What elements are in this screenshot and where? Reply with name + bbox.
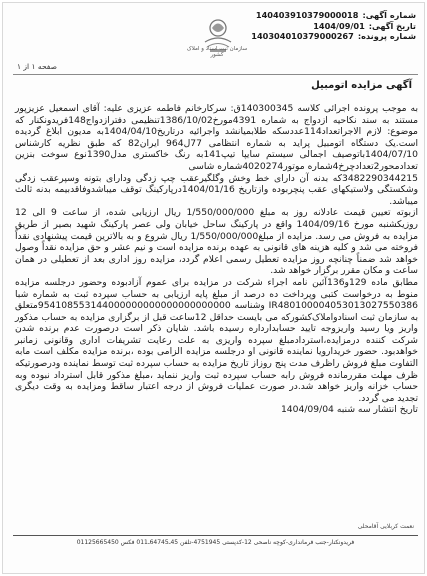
document-title: آگهی مزایده اتومبیل <box>311 80 412 91</box>
body-paragraph-case: به موجب پرونده اجرائی کلاسه 140300345ق: سرکارخانم فاطمه عزیزی علیه: آقای اسمعیل عزیزپور مستند به سند نکاحیه ازدواج به شماره 4391مورخ1386/10/02تنظیمی دفترازدواج148فریدونکنار که موضوع: لازم الاجراتعداد114عددسکه طلابمیانشد واجرائیه درتاریخ1404/04/10به مدیون ابلاغ گردیده است.یک دستگاه اتومبیل پراید به شماره انتظامی 77ل964 ایران82 که طبق نظریه کارشناس 1404/07/10باتوصیف اجمالی سیستم سایپا تیپ141به رنگ خاکستری مدل1390نوع سوخت بنزین تعدادمحور2تعدادچرخ4شماره موتور4020274شماره شاسی <box>15 103 419 172</box>
ad-number-row <box>231 10 416 21</box>
document-page <box>2 2 425 574</box>
footer-divider <box>13 535 418 536</box>
emblem-caption: سازمان ثبت اسناد و املاک کشور <box>186 46 248 58</box>
case-number-row <box>231 31 416 42</box>
case-number-label: شماره پرونده: <box>357 31 416 41</box>
ad-date-row <box>231 21 416 32</box>
page-counter: صفحه ۱ از ۱ <box>17 62 57 71</box>
body-paragraph-publish-date: تاریخ انتشار سه شنبه 1404/09/04 <box>280 404 418 416</box>
footer-signer: نعمت کربلایی آقامحلی <box>357 523 414 530</box>
ad-date-label: تاریخ آگهی: <box>368 20 416 31</box>
ad-number-value: 140403910379000018 <box>255 10 359 20</box>
case-number-value: 140304010379000267 <box>251 31 354 41</box>
document-body <box>15 103 418 416</box>
body-paragraph-auction: ازبوته تعیین قیمت عادلانه روز به مبلغ 1/550/000/000 ریال ارزیابی شده، از ساعت 9 الی 12 روزیکشنبه مورخ 1404/09/16 واقع در پارکینگ ساحل خیابان ولی عصر پارکینگ شهید بصیر از طریق مزایده به فروش می رسد. مزایده از مبلغ1/550/000/000 ریال شروع و به بالاترین قیمت پیشنهادی نقداً فروخته می شد و کلیه هزینه های قانونی به عهده برنده مزایده است و نیم عشر و حق مزایده نقداً وصول خواهد شد ضمناً چنانچه روز مزایده تعطیل رسمی اعلام گردد، مزایده روز اداری بعد از تعطیلی در همان ساعت و مکان مقرر برگزار خواهد شد. <box>15 207 418 277</box>
body-paragraph-terms: مطابق ماده 129و136آئین نامه اجراء شرکت در مزایده برای عموم آزادبوده وحضور درجلسه مزایده منوط به درخواست کتبی وپرداخت ده درصد از مبلغ پایه ارزیابی به حساب سپرده ثبت به شماره شبا IR480100004053013027550386 وشناسه 954108553144000000000000000000000متعلق به سازمان ثبت اسنادواملاک‌کشورکه می بایست حداقل 12ساعت قبل از برگزاری مزایده به حساب مذکور واریز ویا رسید واریزوجه تایید حسابدارداره رسیده باشد. شایان ذکر است درصورت عدم برنده شدن شرکت کننده درمزایده،استردادمبلغ سپرده واریزی به علت رعایت تشریفات اداری وقانونی زمانبر خواهدبود. حضور خریدارویا نماینده قانونی او درجلسه مزایده الزامی بوده ،برنده مزایده مکلف است مابه التفاوت مبلغ فروش راظرف مدت پنج روزاز تاریخ مزایده به حساب سپرده ثبت توسط نماینده ودرصورتیکه ظرف مهلت مقررمانده فروش رابه حساب سپرده ثبت واریز ننماید ،مبلغ مذکور قابل استرداد نبوده وبه حساب خزانه واریز خواهد شد.در صورت عملیات فروش از درجه اعتبار ساقط ومزایده به وقت دیگری تجدید می گردد. <box>15 276 419 404</box>
body-paragraph-condition: 3482290344215که بدنه آن دارای خط وخش وگلگیرعقب چپ زدگی ودارای بتونه وسپرعقب زدگی وشکستگی ولاستیکهای عقب پنچربوده وازتاریخ 1404/01/16درپارکینگ توقف میباشدوفاقدبیمه بدنه ثالث میباشد. <box>15 172 418 207</box>
footer-address: فریدونکنار-جنب فرمانداری-کوچه ناصحی 12-کدپستی 4751945-تلفن 45ـ64745ـ011 فکس 01125665450 <box>76 539 355 546</box>
ad-number-label: شماره آگهی: <box>362 10 416 20</box>
document-meta <box>231 10 416 42</box>
ad-date-value: 1404/09/01 <box>313 20 365 31</box>
document-footer <box>13 523 418 569</box>
header-divider <box>13 74 418 75</box>
